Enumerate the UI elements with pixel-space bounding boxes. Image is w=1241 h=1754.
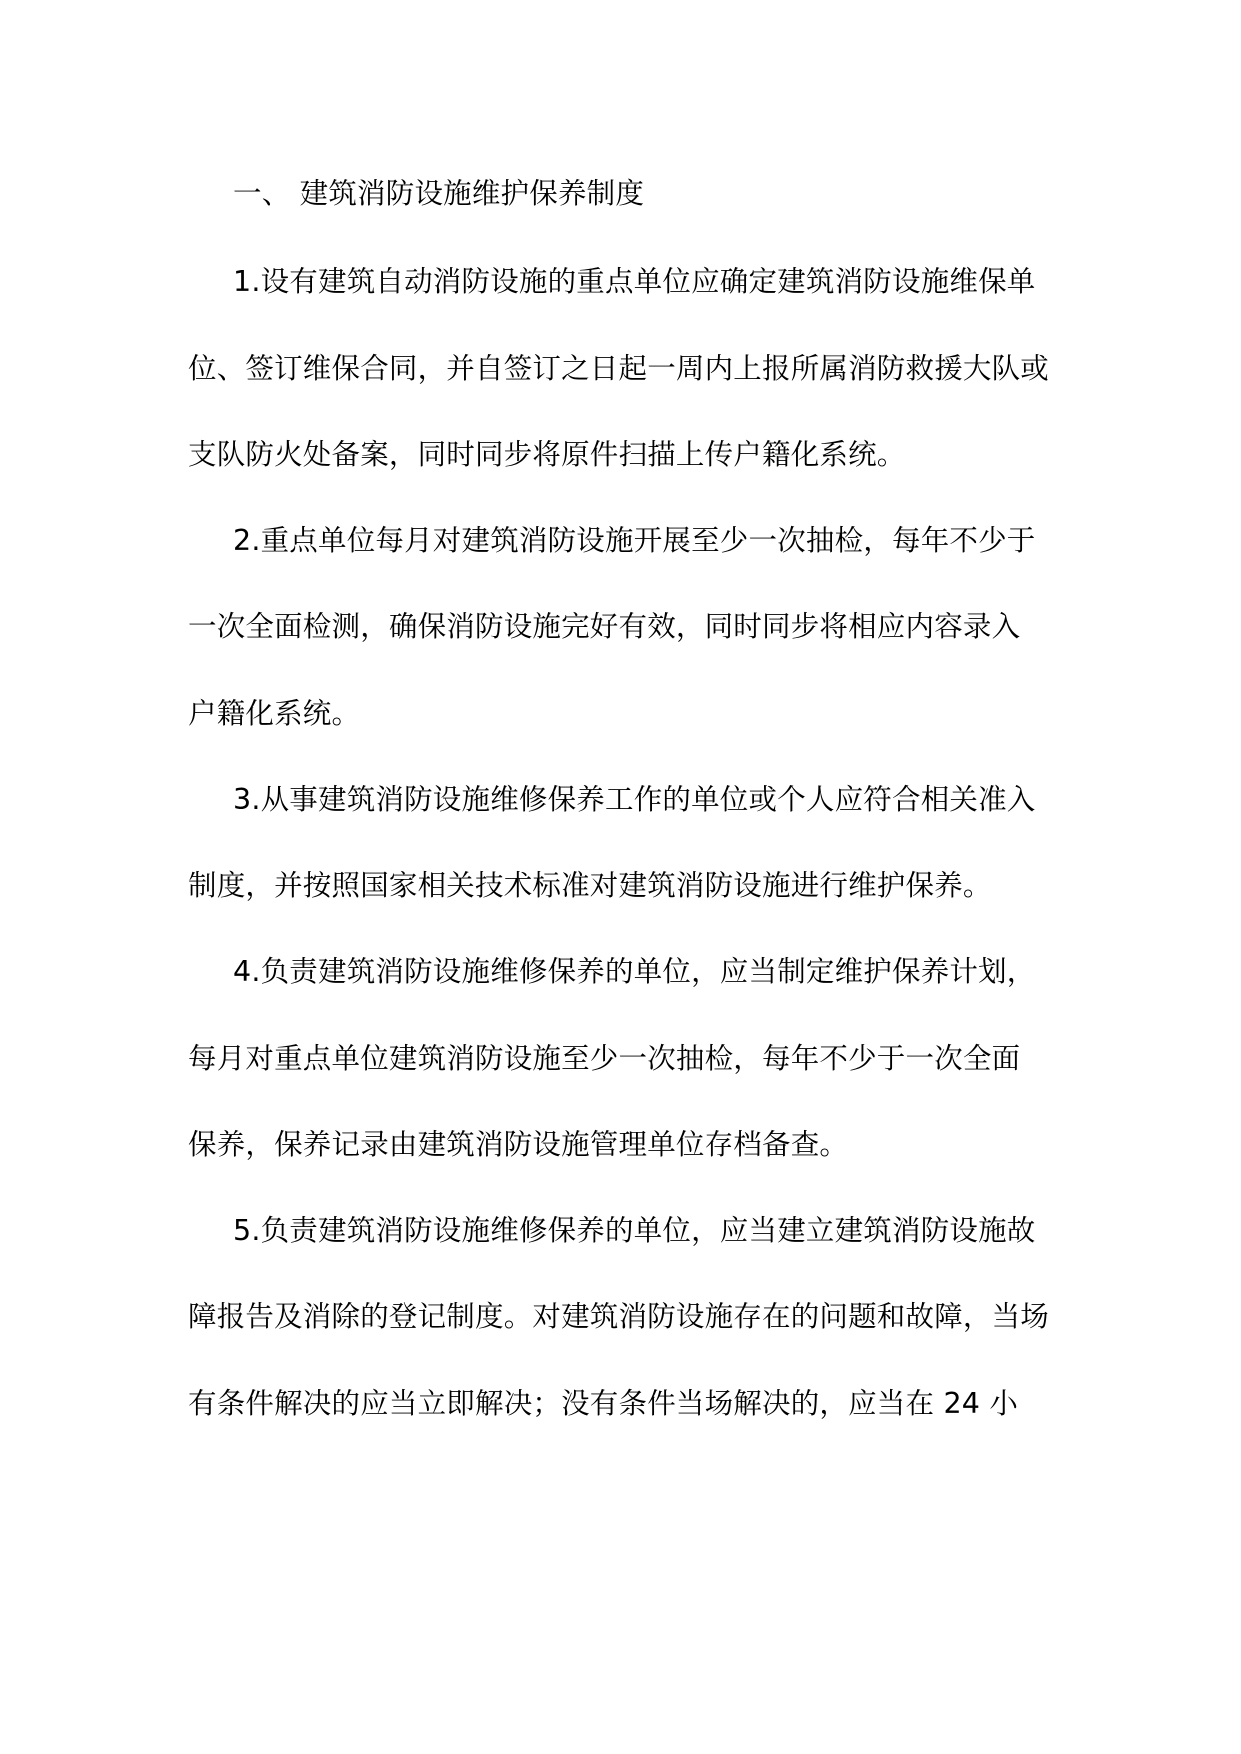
section-heading: 一、 建筑消防设施维护保养制度: [233, 177, 645, 210]
paragraph-2-line-1: 2.重点单位每月对建筑消防设施开展至少一次抽检，每年不少于: [233, 524, 1036, 557]
paragraph-4-line-1: 4.负责建筑消防设施维修保养的单位，应当制定维护保养计划，: [233, 955, 1036, 988]
paragraph-2-line-2: 一次全面检测，确保消防设施完好有效，同时同步将相应内容录入: [188, 610, 1021, 643]
paragraph-5-line-3: 有条件解决的应当立即解决；没有条件当场解决的，应当在 24 小: [188, 1387, 1019, 1420]
paragraph-2-line-3: 户籍化系统。: [188, 697, 361, 730]
paragraph-3-line-1: 3.从事建筑消防设施维修保养工作的单位或个人应符合相关准入: [233, 783, 1036, 816]
paragraph-5-line-2: 障报告及消除的登记制度。对建筑消防设施存在的问题和故障，当场: [188, 1300, 1050, 1333]
paragraph-4-line-2: 每月对重点单位建筑消防设施至少一次抽检，每年不少于一次全面: [188, 1042, 1021, 1075]
paragraph-3-line-2: 制度，并按照国家相关技术标准对建筑消防设施进行维护保养。: [188, 869, 992, 902]
paragraph-1-line-2: 位、签订维保合同，并自签订之日起一周内上报所属消防救援大队或: [188, 352, 1050, 385]
paragraph-1-line-3: 支队防火处备案，同时同步将原件扫描上传户籍化系统。: [188, 438, 906, 471]
paragraph-4-line-3: 保养，保养记录由建筑消防设施管理单位存档备查。: [188, 1128, 849, 1161]
paragraph-5-line-1: 5.负责建筑消防设施维修保养的单位，应当建立建筑消防设施故: [233, 1214, 1036, 1247]
paragraph-1-line-1: 1.设有建筑自动消防设施的重点单位应确定建筑消防设施维保单: [233, 265, 1036, 298]
